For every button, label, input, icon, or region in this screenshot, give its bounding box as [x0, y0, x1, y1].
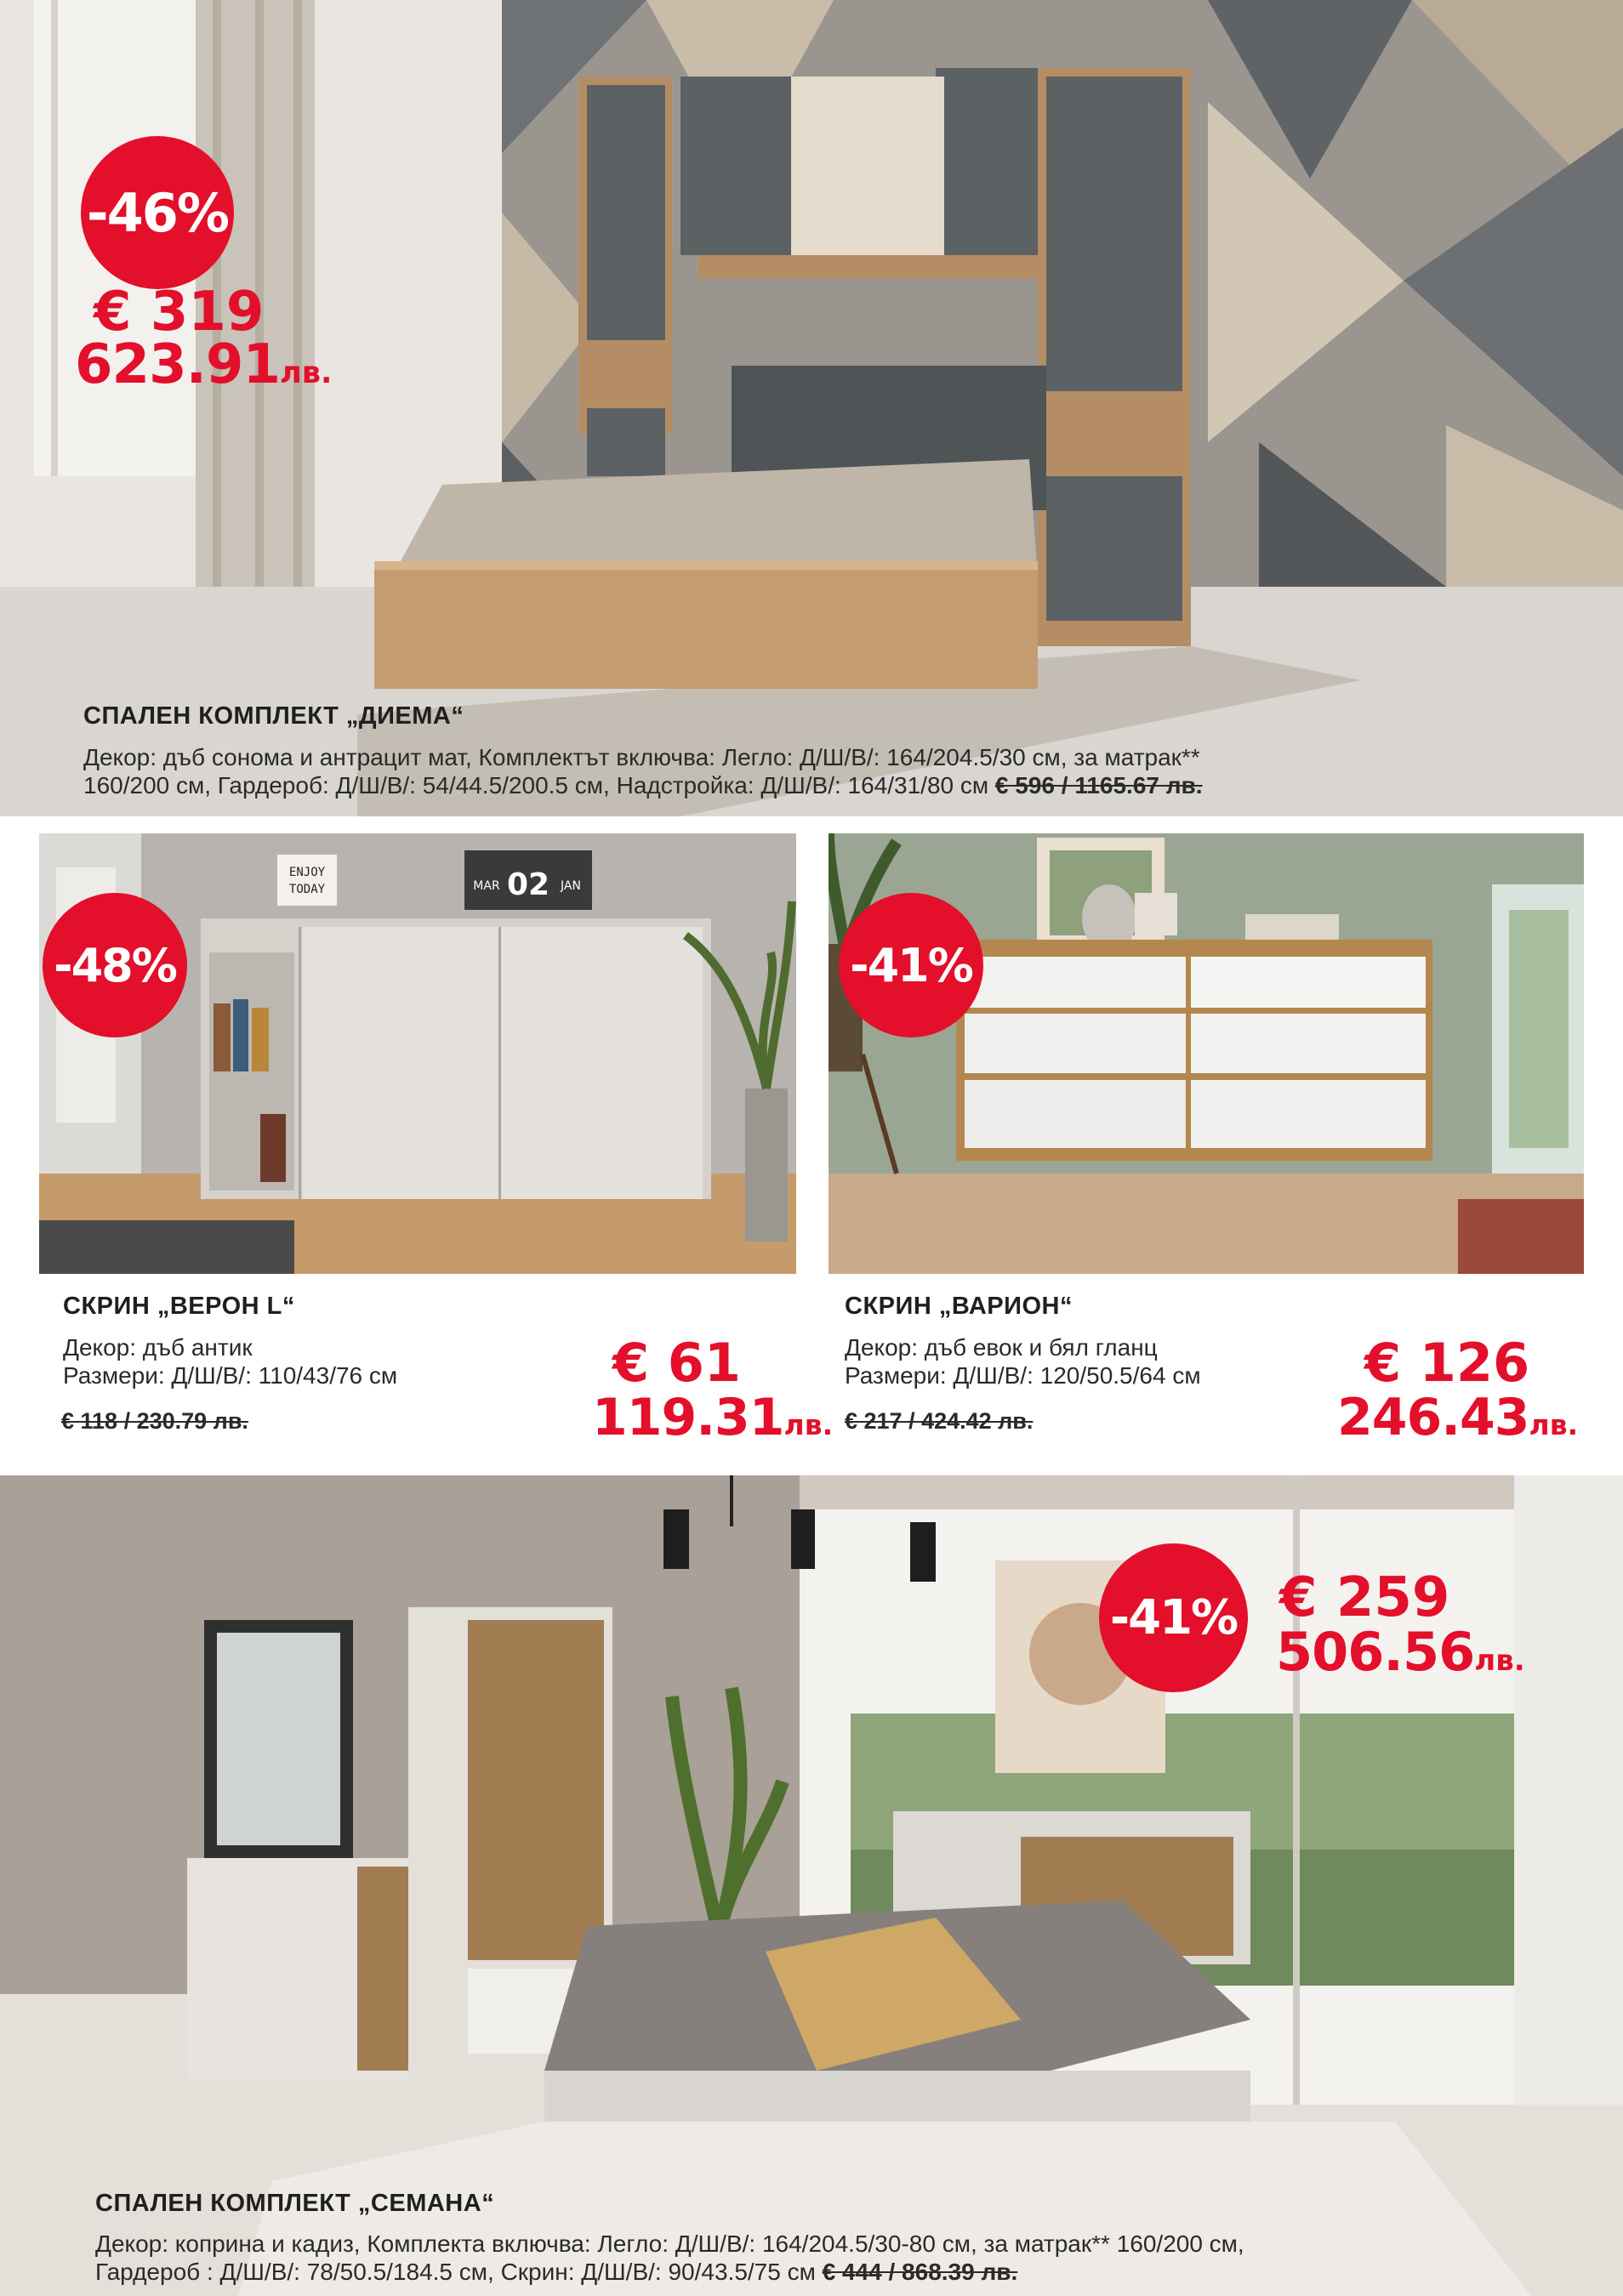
currency-label: лв. — [783, 1408, 834, 1441]
description-line: Размери: Д/Ш/В/: 120/50.5/64 см — [845, 1362, 1201, 1389]
lightbox-text: TODAY — [288, 883, 326, 896]
price-bgn-value: 506.56 — [1276, 1621, 1475, 1683]
price-bgn — [592, 1388, 833, 1447]
currency-label: лв. — [1474, 1644, 1525, 1678]
old-price: € 217 / 424.42 лв. — [845, 1408, 1034, 1434]
price-bgn — [1276, 1621, 1525, 1683]
lightbox-text: ENJOY — [288, 866, 326, 879]
currency-label: лв. — [279, 355, 333, 390]
description-line — [83, 771, 1203, 799]
product-title: СКРИН „ВАРИОН“ — [845, 1293, 1073, 1320]
description-line: Размери: Д/Ш/В/: 110/43/76 см — [63, 1362, 398, 1389]
product-title: СКРИН „ВЕРОН L“ — [63, 1293, 295, 1320]
price-eur: € 259 — [1279, 1566, 1450, 1629]
price-eur: € 126 — [1364, 1332, 1530, 1394]
description-line: Декор: дъб сонома и антрацит мат, Комплектът включва: Легло: Д/Ш/В/: 164/204.5/30 см, за матрак** — [83, 744, 1200, 770]
product-photo-veron — [39, 833, 796, 1274]
chest-veron-illustration — [39, 833, 796, 1274]
price-bgn — [1337, 1388, 1578, 1447]
currency-label: лв. — [1529, 1408, 1579, 1441]
product-description — [95, 2230, 1244, 2286]
discount-badge: -46% — [81, 136, 234, 289]
description-line — [95, 2258, 1244, 2286]
discount-badge: -48% — [43, 893, 187, 1037]
calendar-text: JAN — [561, 879, 581, 893]
old-price: € 444 / 868.39 лв. — [822, 2259, 1018, 2285]
description-line: Декор: дъб антик — [63, 1334, 253, 1361]
description-text: 160/200 см, Гардероб: Д/Ш/В/: 54/44.5/200.5 см, Надстройка: Д/Ш/В/: 164/31/80 см — [83, 772, 989, 798]
description-line: Декор: дъб евок и бял гланц — [845, 1334, 1158, 1361]
old-price: € 596 / 1165.67 лв. — [994, 772, 1203, 798]
description-line: Декор: коприна и кадиз, Комплекта включва: Легло: Д/Ш/В/: 164/204.5/30-80 см, за матрак** 160/200 см, — [95, 2231, 1244, 2257]
product-description — [63, 1333, 397, 1390]
product-photo-diema — [0, 0, 1623, 816]
product-title: СПАЛЕН КОМПЛЕКТ „СЕМАНА“ — [95, 2190, 495, 2217]
old-price: € 118 / 230.79 лв. — [61, 1408, 248, 1434]
product-description — [83, 743, 1203, 799]
price-bgn — [75, 333, 332, 396]
discount-badge: -41% — [1099, 1543, 1248, 1692]
calendar-text: MAR — [473, 879, 500, 893]
discount-badge: -41% — [839, 893, 983, 1037]
price-eur: € 61 — [612, 1332, 742, 1394]
description-text: Гардероб : Д/Ш/В/: 78/50.5/184.5 см, Скрин: Д/Ш/В/: 90/43.5/75 см — [95, 2259, 816, 2285]
price-bgn-value: 623.91 — [75, 333, 280, 396]
product-description — [845, 1333, 1201, 1390]
product-title: СПАЛЕН КОМПЛЕКТ „ДИЕМА“ — [83, 702, 464, 730]
calendar-number: 02 — [506, 867, 550, 902]
price-bgn-value: 119.31 — [592, 1388, 784, 1447]
price-bgn-value: 246.43 — [1337, 1388, 1529, 1447]
price-eur: € 319 — [94, 281, 265, 344]
bedroom-diema-illustration — [0, 0, 1623, 816]
